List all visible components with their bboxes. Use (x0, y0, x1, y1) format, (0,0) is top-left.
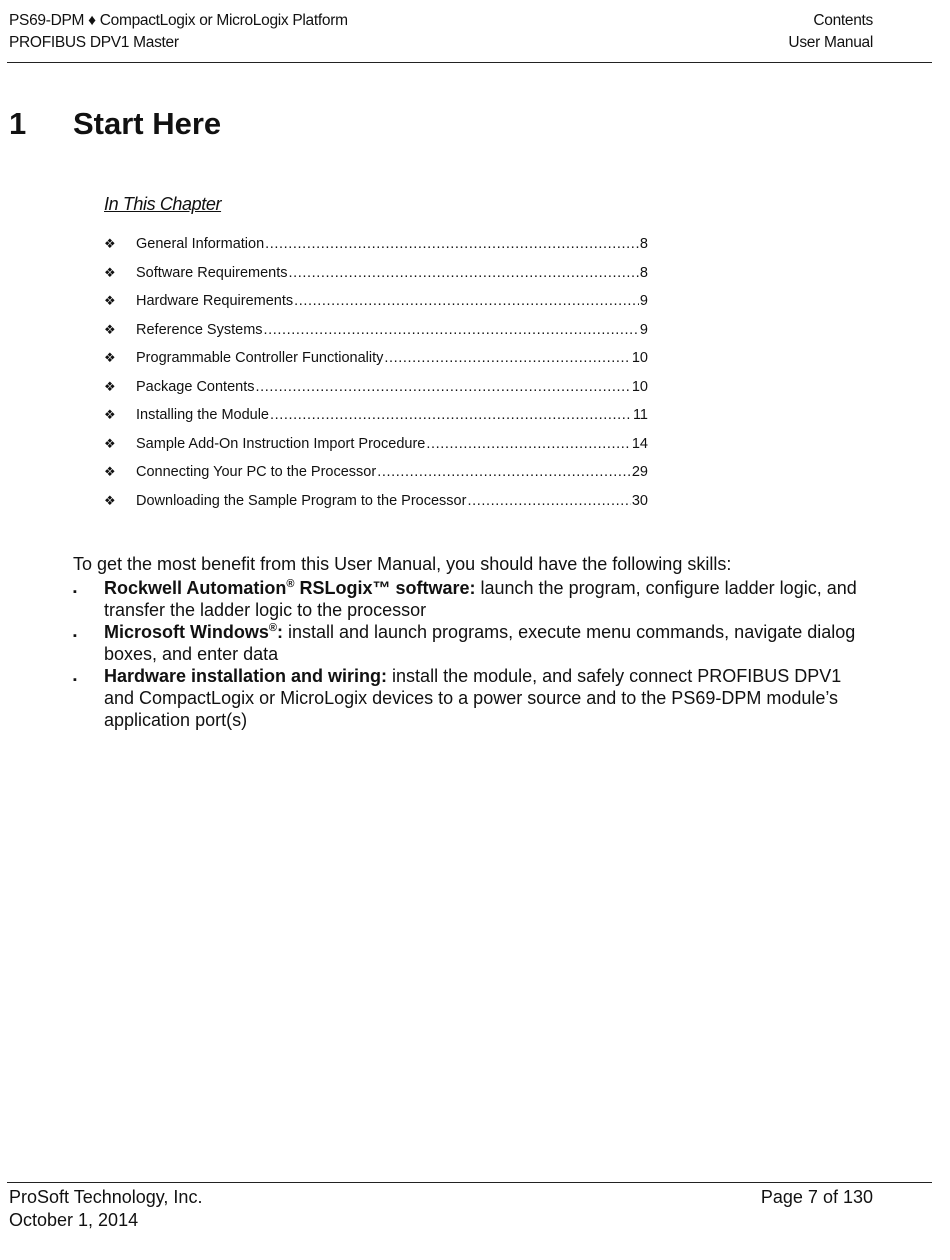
page-header (9, 10, 873, 54)
square-bullet-icon: ▪ (73, 630, 77, 642)
registered-mark: ® (286, 578, 295, 590)
toc-leader (270, 407, 632, 423)
diamond-bullet-icon: ❖ (104, 350, 116, 365)
footer-date: October 1, 2014 (9, 1210, 139, 1230)
toc-entry[interactable] (104, 407, 648, 436)
chapter-heading (9, 104, 221, 144)
chapter-number: 1 (9, 106, 27, 141)
toc-entry-page: 11 (632, 407, 648, 423)
skill-name: Hardware installation and wiring: (104, 666, 388, 686)
diamond-bullet-icon: ❖ (104, 378, 116, 394)
toc-entry-page: 9 (639, 321, 648, 338)
toc-entry-title: Reference Systems (136, 321, 263, 338)
skills-intro: To get the most benefit from this User Manual, you should have the following skills: (73, 554, 732, 574)
square-bullet-icon: ▪ (73, 586, 77, 598)
toc-leader (264, 322, 639, 338)
header-doc-type: User Manual (788, 34, 873, 51)
toc-entry-page: 8 (639, 236, 648, 252)
toc-entry[interactable] (104, 265, 648, 294)
toc-entry[interactable] (104, 322, 648, 351)
toc-entry-page: 29 (631, 464, 648, 480)
toc-entry[interactable] (104, 236, 648, 265)
toc-entry[interactable] (104, 436, 648, 465)
diamond-bullet-icon: ❖ (104, 435, 116, 451)
toc-entry[interactable] (104, 379, 648, 408)
toc-entry[interactable] (104, 464, 648, 493)
skill-name-suffix: : (276, 622, 283, 642)
diamond-bullet-icon: ❖ (104, 407, 116, 422)
toc-leader (294, 293, 639, 309)
toc-entry[interactable] (104, 350, 648, 379)
skill-name: Microsoft Windows (104, 622, 269, 642)
skill-item (73, 577, 873, 621)
diamond-bullet-icon: ❖ (104, 264, 116, 280)
square-bullet-icon: ▪ (73, 674, 77, 686)
toc-entry-title: General Information (136, 236, 265, 252)
diamond-bullet-icon: ❖ (104, 236, 116, 251)
toc-leader (289, 265, 639, 281)
skill-description: launch the program, configure ladder logic, and transfer the ladder logic to the processor (104, 578, 857, 620)
toc-entry-title: Software Requirements (136, 264, 288, 281)
footer-rule (7, 1182, 932, 1183)
chapter-toc (104, 236, 648, 521)
toc-entry[interactable] (104, 493, 648, 522)
toc-leader (467, 493, 630, 509)
skill-description: install and launch programs, execute menu commands, navigate dialog boxes, and enter data (104, 622, 856, 664)
toc-leader (384, 350, 630, 366)
skill-item (73, 621, 873, 665)
toc-leader (426, 436, 631, 452)
page-footer (9, 1186, 873, 1232)
toc-entry-page: 10 (631, 378, 648, 395)
chapter-title: Start Here (73, 106, 222, 141)
diamond-bullet-icon: ❖ (104, 293, 116, 308)
toc-leader (256, 379, 631, 395)
header-section: Contents (813, 12, 873, 29)
toc-entry-title: Downloading the Sample Program to the Processor (136, 492, 467, 509)
toc-entry[interactable] (104, 293, 648, 322)
toc-entry-title: Installing the Module (136, 407, 269, 423)
toc-entry-title: Connecting Your PC to the Processor (136, 464, 377, 480)
skill-name-suffix: RSLogix™ software: (294, 578, 476, 598)
header-subtitle: PROFIBUS DPV1 Master (9, 34, 179, 51)
toc-entry-title: Hardware Requirements (136, 293, 294, 309)
toc-leader (377, 464, 631, 480)
toc-entry-page: 30 (631, 492, 648, 509)
registered-mark: ® (268, 622, 277, 634)
toc-entry-page: 14 (631, 435, 648, 452)
diamond-bullet-icon: ❖ (104, 321, 116, 337)
toc-entry-page: 9 (639, 293, 648, 309)
toc-entry-title: Programmable Controller Functionality (136, 350, 384, 366)
skill-item (73, 665, 873, 731)
diamond-bullet-icon: ❖ (104, 464, 116, 479)
skill-name: Rockwell Automation (104, 578, 287, 598)
header-product: PS69-DPM ♦ CompactLogix or MicroLogix Platform (9, 12, 348, 29)
toc-entry-page: 8 (639, 264, 648, 281)
toc-leader (265, 236, 639, 252)
toc-entry-title: Sample Add-On Instruction Import Procedure (136, 435, 426, 452)
skill-description: install the module, and safely connect PROFIBUS DPV1 and CompactLogix or MicroLogix devices to a power source and to the PS69-DPM module’s application port(s) (104, 666, 842, 730)
header-rule (7, 62, 932, 63)
diamond-bullet-icon: ❖ (104, 492, 116, 508)
skills-list (73, 577, 873, 731)
toc-entry-title: Package Contents (136, 378, 255, 395)
footer-company: ProSoft Technology, Inc. (9, 1187, 203, 1207)
toc-entry-page: 10 (631, 350, 648, 366)
footer-page-number: Page 7 of 130 (760, 1187, 873, 1207)
in-this-chapter-heading: In This Chapter (104, 194, 222, 214)
